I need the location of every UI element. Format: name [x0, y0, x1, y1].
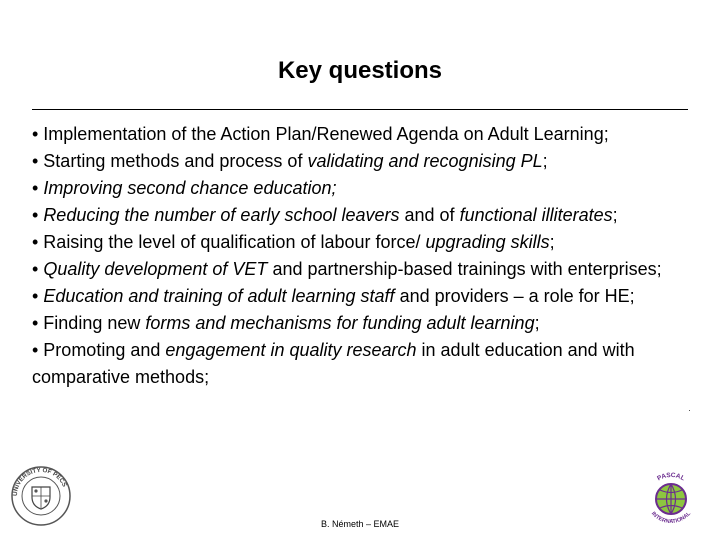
- bullet-text: • Promoting and: [32, 340, 166, 360]
- bullet-emphasis: Improving second chance education;: [43, 178, 337, 198]
- bullet-emphasis: engagement in quality research: [165, 340, 417, 360]
- bullet-emphasis: Education and training of adult learning staff: [43, 286, 395, 306]
- stray-dot: [689, 410, 690, 411]
- bullet-text: in adult education and with comparative methods;: [32, 340, 635, 387]
- bullet-item: [32, 229, 692, 256]
- bullet-text: ;: [612, 205, 618, 225]
- slide-title: Key questions: [277, 57, 443, 84]
- seal-lettering: UNIVERSITY OF PÉCS: [11, 466, 68, 497]
- bullet-text: •: [32, 178, 44, 198]
- bullet-item: [32, 283, 692, 310]
- bullet-text: and partnership-based trainings with enterprises;: [267, 259, 662, 279]
- bullet-text: •: [32, 286, 44, 306]
- bullet-text: • Raising the level of qualification of labour force/: [32, 232, 426, 252]
- bullet-emphasis: upgrading skills: [425, 232, 550, 252]
- slide-footer: B. Németh – EMAE: [320, 519, 400, 529]
- bullet-emphasis: forms and mechanisms for funding adult learning: [145, 313, 535, 333]
- bullet-emphasis: Quality development of VET: [43, 259, 268, 279]
- bullet-list: [32, 121, 692, 391]
- bullet-item: [32, 310, 692, 337]
- university-seal-icon: [10, 465, 72, 527]
- bullet-text: • Finding new: [32, 313, 146, 333]
- bullet-item: [32, 202, 692, 229]
- bullet-item: [32, 148, 692, 175]
- bullet-text: •: [32, 259, 44, 279]
- bullet-emphasis: validating and recognising PL: [307, 151, 543, 171]
- bullet-text: •: [32, 205, 44, 225]
- pascal-top-lettering: PASCAL: [656, 471, 686, 483]
- bullet-text: ;: [534, 313, 540, 333]
- svg-text:PASCAL: [656, 472, 686, 483]
- bullet-item: [32, 337, 692, 391]
- bullet-text: and of: [399, 205, 460, 225]
- bullet-text: • Starting methods and process of: [32, 151, 308, 171]
- bullet-text: ;: [542, 151, 548, 171]
- bullet-item: [32, 121, 692, 148]
- bullet-item: [32, 256, 692, 283]
- bullet-emphasis: functional illiterates: [459, 205, 613, 225]
- bullet-text: ;: [549, 232, 555, 252]
- pascal-bottom-lettering: INTERNATIONAL: [649, 510, 693, 526]
- bullet-text: and providers – a role for HE;: [394, 286, 635, 306]
- title-divider: [32, 109, 688, 110]
- bullet-emphasis: Reducing the number of early school leavers: [43, 205, 400, 225]
- bullet-item: [32, 175, 692, 202]
- bullet-text: • Implementation of the Action Plan/Renewed Agenda on Adult Learning;: [32, 124, 609, 144]
